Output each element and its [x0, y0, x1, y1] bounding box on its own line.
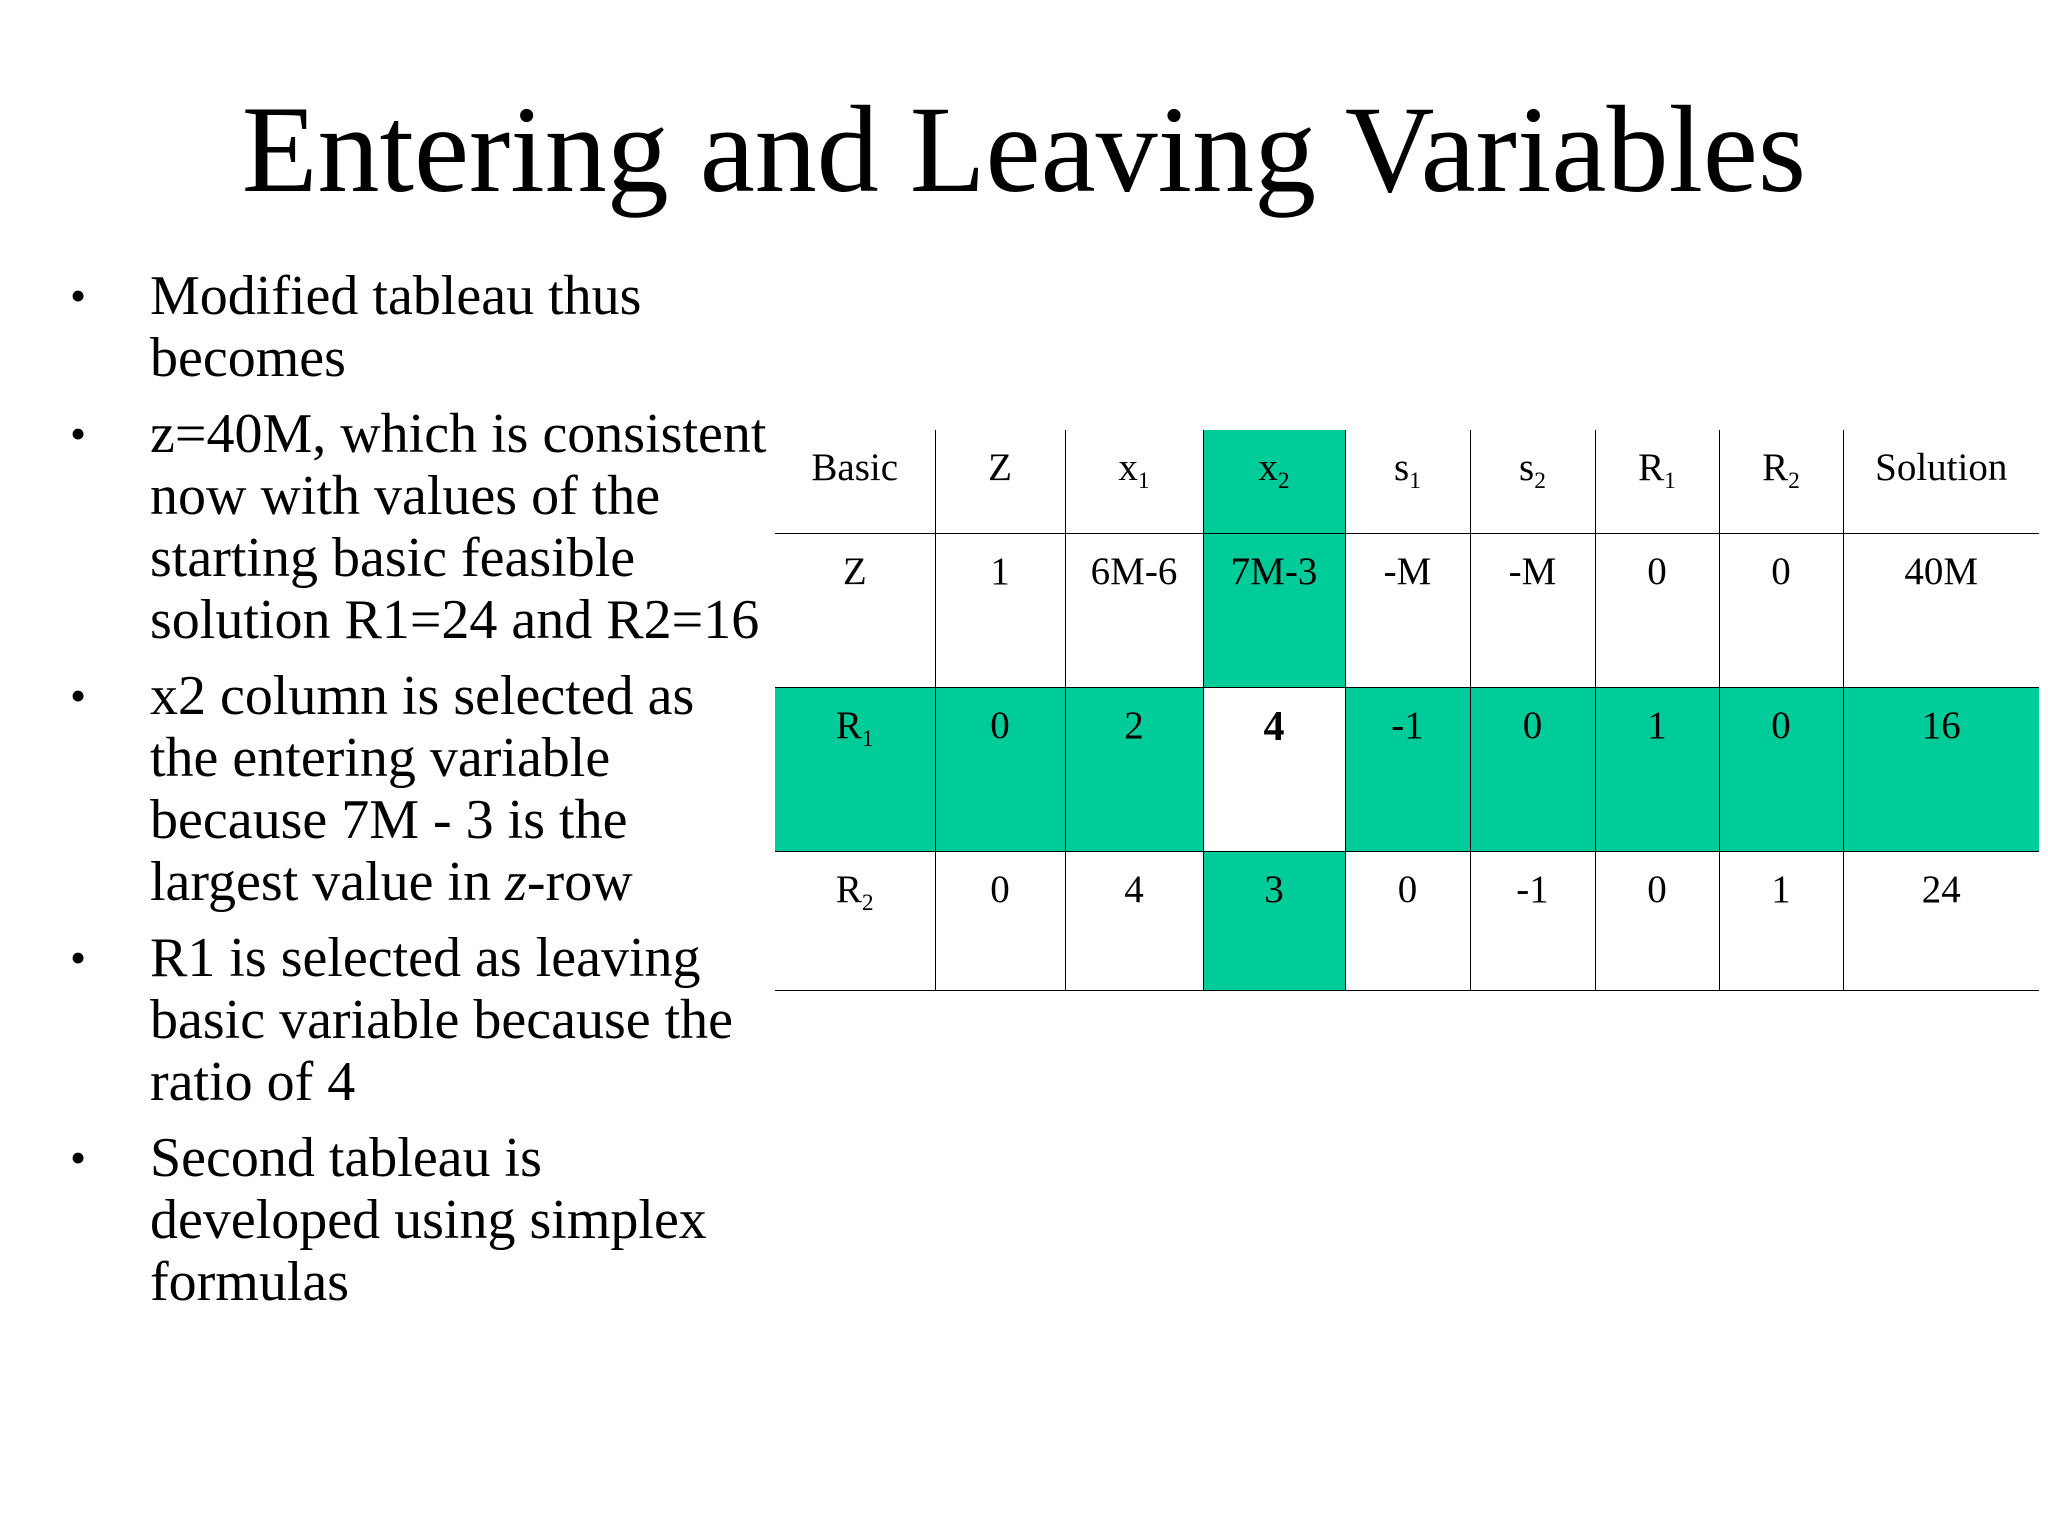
bullet-text: z=40M, which is consistent now with values of the starting basic feasible solution R1=24 and R2=16 [150, 403, 767, 651]
table-cell: 0 [1345, 852, 1470, 991]
table-cell: 0 [1595, 852, 1719, 991]
bullet-item [70, 927, 770, 1113]
bullet-dot: • [70, 1132, 87, 1183]
bullet-item [70, 665, 770, 913]
table-cell: 2 [1065, 688, 1203, 852]
table-row [775, 852, 2039, 991]
table-cell: 1 [1719, 852, 1843, 991]
bullet-list [70, 265, 770, 1327]
table-cell: 1 [935, 534, 1065, 688]
header-cell: $x_1$ [1065, 430, 1203, 534]
table-cell: 24 [1843, 852, 2039, 991]
header-cell: $s_1$ [1345, 430, 1470, 534]
bullet-text-italic: z [505, 851, 527, 913]
bullet-text: R1 is selected as leaving basic variable because the ratio of 4 [150, 927, 734, 1113]
table-cell: -1 [1345, 688, 1470, 852]
table-cell: 0 [1595, 534, 1719, 688]
table-cell: -M [1470, 534, 1595, 688]
table-cell: 0 [1719, 688, 1843, 852]
table-cell: -M [1345, 534, 1470, 688]
table-cell: -1 [1470, 852, 1595, 991]
header-cell: Z [935, 430, 1065, 534]
bullet-item [70, 1127, 770, 1313]
pivot-cell: 4 [1203, 688, 1345, 852]
table-header-row [775, 430, 2039, 534]
table-cell: 0 [935, 688, 1065, 852]
bullet-item [70, 265, 770, 389]
basic-cell: $R_1$ [775, 688, 935, 852]
header-cell: $s_2$ [1470, 430, 1595, 534]
bullet-text-part: x2 column is selected as the entering variable because 7M - 3 is the largest value in [150, 665, 695, 913]
table-cell: 4 [1065, 852, 1203, 991]
table-row [775, 534, 2039, 688]
bullet-dot: • [70, 408, 87, 459]
table-cell: 0 [1719, 534, 1843, 688]
header-cell: Solution [1843, 430, 2039, 534]
table-row-leaving [775, 688, 2039, 852]
table-cell: 16 [1843, 688, 2039, 852]
bullet-dot: • [70, 670, 87, 721]
bullet-item [70, 403, 770, 651]
table-cell: 40M [1843, 534, 2039, 688]
header-cell: Basic [775, 430, 935, 534]
bullet-text: Second tableau is developed using simplex formulas [150, 1127, 707, 1313]
basic-cell: $R_2$ [775, 852, 935, 991]
header-cell: $R_2$ [1719, 430, 1843, 534]
table-cell: 7M-3 [1203, 534, 1345, 688]
table-cell: 3 [1203, 852, 1345, 991]
simplex-tableau [775, 430, 2039, 991]
table-cell: 0 [1470, 688, 1595, 852]
basic-cell: Z [842, 550, 867, 593]
bullet-dot: • [70, 932, 87, 983]
header-cell-entering: $x_2$ [1203, 430, 1345, 534]
slide-title: Entering and Leaving Variables [241, 81, 1807, 218]
bullet-text-part: -row [526, 851, 633, 913]
header-cell: $R_1$ [1595, 430, 1719, 534]
bullet-text: Modified tableau thus becomes [150, 265, 642, 389]
table-cell: 1 [1595, 688, 1719, 852]
table-cell: 0 [935, 852, 1065, 991]
table-cell: 6M-6 [1065, 534, 1203, 688]
bullet-dot: • [70, 270, 87, 321]
bullet-text [150, 665, 694, 913]
